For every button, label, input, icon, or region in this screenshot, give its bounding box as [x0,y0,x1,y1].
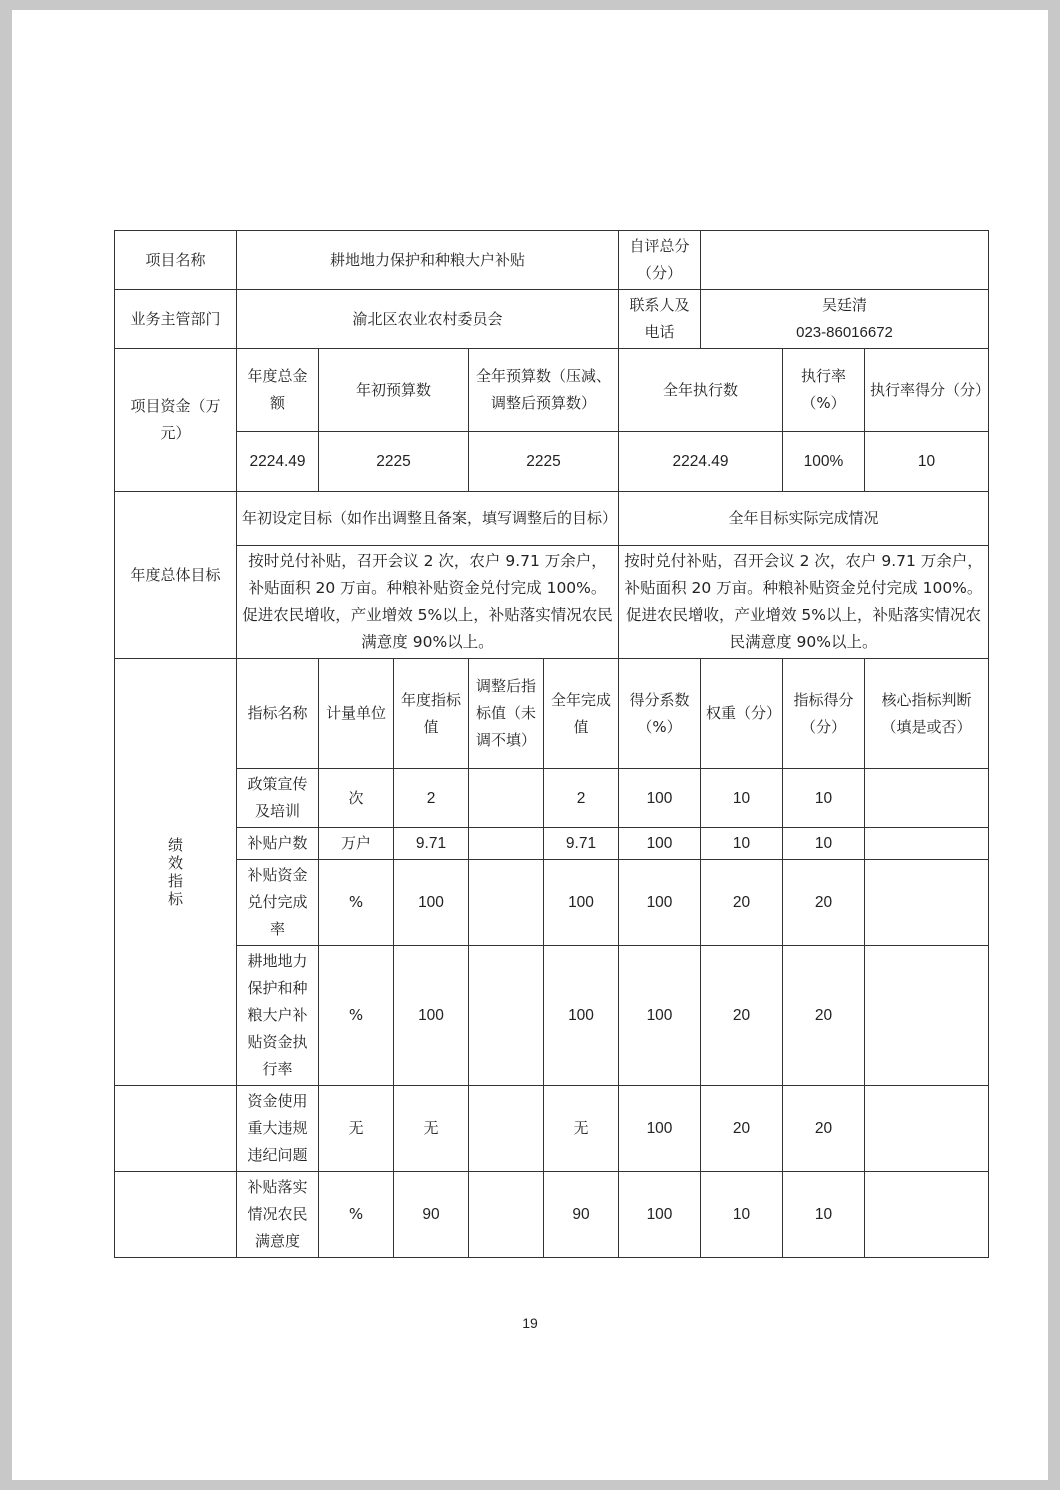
indicator-category-empty [115,1086,237,1172]
indicator-core [865,828,989,860]
funds-header-exec-rate: 执行率（%） [783,349,865,432]
project-name-label: 项目名称 [115,231,237,290]
indicator-adjusted [469,828,544,860]
indicator-score: 10 [783,1172,865,1258]
funds-header-row [115,349,989,432]
indicators-header-core: 核心指标判断（填是或否） [865,659,989,769]
project-name-value: 耕地地力保护和种粮大户补贴 [237,231,619,290]
indicator-unit: 无 [319,1086,394,1172]
indicator-target: 无 [394,1086,469,1172]
indicator-weight: 20 [701,860,783,946]
goals-header-row [115,492,989,546]
indicator-name: 补贴资金兑付完成率 [237,860,319,946]
indicator-weight: 10 [701,828,783,860]
indicator-adjusted [469,946,544,1086]
funds-total-value: 2224.49 [237,432,319,492]
indicator-actual: 无 [544,1086,619,1172]
funds-header-exec-score: 执行率得分（分） [865,349,989,432]
funds-header-total: 年度总金额 [237,349,319,432]
indicator-target: 2 [394,769,469,828]
indicators-header-weight: 权重（分） [701,659,783,769]
funds-header-executed: 全年执行数 [619,349,783,432]
funds-label: 项目资金（万元） [115,349,237,492]
indicator-score: 20 [783,860,865,946]
indicator-core [865,1172,989,1258]
dept-value: 渝北区农业农村委员会 [237,290,619,349]
indicator-name: 资金使用重大违规违纪问题 [237,1086,319,1172]
table-row [115,860,989,946]
funds-executed-value: 2224.49 [619,432,783,492]
indicator-weight: 20 [701,946,783,1086]
indicators-label-char: 指 [167,872,183,890]
funds-header-initial-budget: 年初预算数 [319,349,469,432]
indicator-coef: 100 [619,860,701,946]
contact-label: 联系人及电话 [619,290,701,349]
goals-set-text: 按时兑付补贴，召开会议 2 次，农户 9.71 万余户，补贴面积 20 万亩。种粮补贴资金兑付完成 100%。促进农民增收，产业增效 5%以上，补贴落实情况农民满意度 90%以上。 [237,546,619,659]
funds-full-year-budget-value: 2225 [469,432,619,492]
indicator-name: 补贴户数 [237,828,319,860]
goals-actual-header: 全年目标实际完成情况 [619,492,989,546]
self-score-value [701,231,989,290]
indicator-target: 100 [394,946,469,1086]
indicator-category-empty [115,1172,237,1258]
indicator-weight: 10 [701,1172,783,1258]
indicators-header-unit: 计量单位 [319,659,394,769]
dept-row [115,290,989,349]
indicator-target: 9.71 [394,828,469,860]
indicator-coef: 100 [619,1172,701,1258]
indicator-weight: 10 [701,769,783,828]
goals-set-header: 年初设定目标（如作出调整且备案，填写调整后的目标） [237,492,619,546]
indicator-name: 耕地地力保护和种粮大户补贴资金执行率 [237,946,319,1086]
indicator-name: 政策宣传及培训 [237,769,319,828]
indicator-actual: 90 [544,1172,619,1258]
indicator-actual: 9.71 [544,828,619,860]
indicator-name: 补贴落实情况农民满意度 [237,1172,319,1258]
page-number: 19 [522,1315,538,1331]
funds-values-row [115,432,989,492]
indicator-actual: 2 [544,769,619,828]
indicator-actual: 100 [544,946,619,1086]
indicator-coef: 100 [619,828,701,860]
indicator-coef: 100 [619,769,701,828]
indicators-label-char: 绩 [167,836,183,854]
indicators-header-adjusted: 调整后指标值（未调不填） [469,659,544,769]
performance-evaluation-table [114,230,989,1258]
indicator-score: 20 [783,946,865,1086]
indicator-unit: 次 [319,769,394,828]
indicators-header-actual: 全年完成值 [544,659,619,769]
indicator-actual: 100 [544,860,619,946]
funds-initial-budget-value: 2225 [319,432,469,492]
indicators-header-row [115,659,989,769]
indicator-adjusted [469,769,544,828]
indicator-target: 100 [394,860,469,946]
table-row [115,1086,989,1172]
table-row [115,1172,989,1258]
indicator-adjusted [469,860,544,946]
indicator-core [865,769,989,828]
goals-label: 年度总体目标 [115,492,237,659]
table-row [115,946,989,1086]
indicators-header-coef: 得分系数（%） [619,659,701,769]
indicators-header-name: 指标名称 [237,659,319,769]
indicator-adjusted [469,1086,544,1172]
indicator-coef: 100 [619,946,701,1086]
table-row [115,769,989,828]
indicator-unit: % [319,860,394,946]
indicators-header-target: 年度指标值 [394,659,469,769]
indicator-unit: % [319,1172,394,1258]
indicator-adjusted [469,1172,544,1258]
indicator-weight: 20 [701,1086,783,1172]
document-page [12,10,1048,1480]
indicator-core [865,1086,989,1172]
indicator-core [865,946,989,1086]
indicator-score: 10 [783,769,865,828]
project-name-row [115,231,989,290]
indicators-label-char: 效 [167,854,183,872]
indicator-core [865,860,989,946]
funds-exec-score-value: 10 [865,432,989,492]
self-score-label: 自评总分（分） [619,231,701,290]
contact-value [701,290,989,349]
indicator-score: 10 [783,828,865,860]
funds-exec-rate-value: 100% [783,432,865,492]
indicator-score: 20 [783,1086,865,1172]
indicators-label-char: 标 [167,890,183,908]
indicator-unit: % [319,946,394,1086]
table-row [115,828,989,860]
indicator-coef: 100 [619,1086,701,1172]
dept-label: 业务主管部门 [115,290,237,349]
goals-text-row [115,546,989,659]
goals-actual-text: 按时兑付补贴，召开会议 2 次，农户 9.71 万余户，补贴面积 20 万亩。种粮补贴资金兑付完成 100%。促进农民增收，产业增效 5%以上，补贴落实情况农民满意度 90%以上。 [619,546,989,659]
indicators-label [115,659,237,1086]
indicator-unit: 万户 [319,828,394,860]
indicator-target: 90 [394,1172,469,1258]
funds-header-full-year-budget: 全年预算数（压减、调整后预算数） [469,349,619,432]
indicators-header-score: 指标得分（分） [783,659,865,769]
contact-name: 吴廷清 [822,296,868,314]
contact-phone: 023-86016672 [796,324,893,341]
